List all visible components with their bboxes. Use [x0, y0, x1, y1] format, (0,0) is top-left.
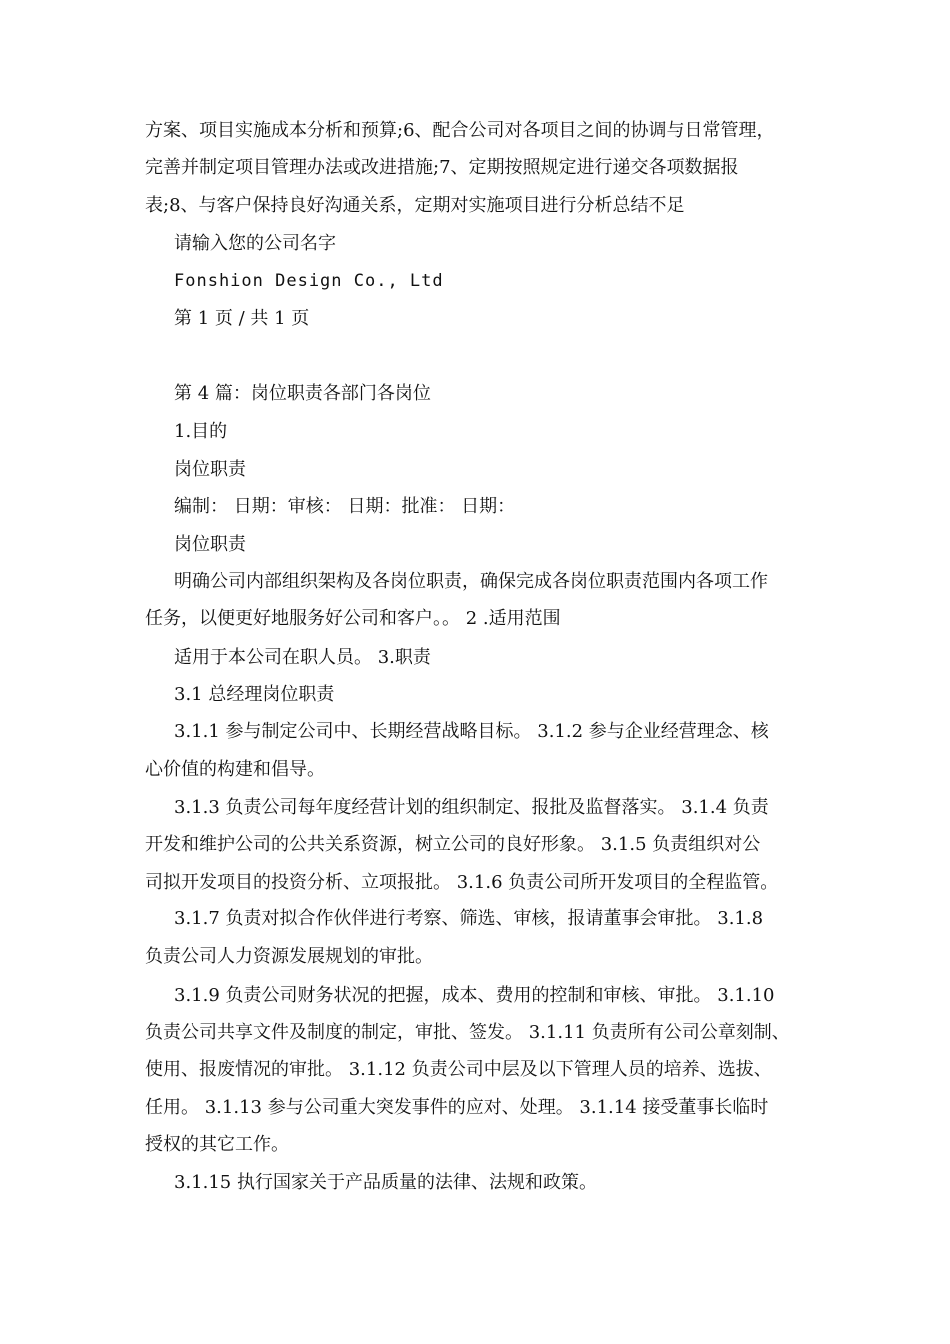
- company-name-english: Fonshion Design Co., Ltd: [174, 271, 444, 291]
- page-number: 第 1 页 / 共 1 页: [174, 308, 310, 329]
- body-text-line: 任用。 3.1.13 参与公司重大突发事件的应对、处理。 3.1.14 接受董事长临时: [145, 1097, 769, 1118]
- subheading: 岗位职责: [174, 459, 246, 480]
- body-text-line: 3.1.15 执行国家关于产品质量的法律、法规和政策。: [174, 1172, 597, 1193]
- body-text-line: 3.1.3 负责公司每年度经营计划的组织制定、报批及监督落实。 3.1.4 负责: [174, 797, 769, 818]
- subheading: 岗位职责: [174, 534, 246, 555]
- section-title: 第 4 篇：岗位职责各部门各岗位: [174, 383, 431, 404]
- body-text-line: 负责公司共享文件及制度的制定，审批、签发。 3.1.11 负责所有公司公章刻制、: [145, 1022, 790, 1043]
- body-text-line: 任务，以便更好地服务好公司和客户。。 2 .适用范围: [145, 608, 561, 629]
- body-text-line: 3.1.7 负责对拟合作伙伴进行考察、筛选、审核，报请董事会审批。 3.1.8: [174, 908, 764, 929]
- body-text-line: 完善并制定项目管理办法或改进措施;7、定期按照规定进行递交各项数据报: [145, 157, 739, 178]
- body-text-line: 司拟开发项目的投资分析、立项报批。 3.1.6 负责公司所开发项目的全程监管。: [145, 872, 779, 893]
- body-text-line: 明确公司内部组织架构及各岗位职责，确保完成各岗位职责范围内各项工作: [174, 571, 768, 592]
- body-text-line: 使用、报废情况的审批。 3.1.12 负责公司中层及以下管理人员的培养、选拔、: [145, 1059, 772, 1080]
- section-heading: 1.目的: [174, 421, 228, 442]
- body-text-line: 3.1.1 参与制定公司中、长期经营战略目标。 3.1.2 参与企业经营理念、核: [174, 721, 769, 742]
- body-text-line: 适用于本公司在职人员。 3.职责: [174, 647, 431, 668]
- body-text-line: 3.1.9 负责公司财务状况的把握，成本、费用的控制和审核、审批。 3.1.10: [174, 985, 775, 1006]
- approval-line: 编制： 日期：审核： 日期：批准： 日期：: [174, 496, 516, 517]
- body-text-line: 开发和维护公司的公共关系资源，树立公司的良好形象。 3.1.5 负责组织对公: [145, 834, 761, 855]
- body-text-line: 心价值的构建和倡导。: [145, 759, 325, 780]
- body-text-line: 授权的其它工作。: [145, 1134, 289, 1155]
- body-text-line: 方案、项目实施成本分析和预算;6、配合公司对各项目之间的协调与日常管理，: [145, 120, 775, 141]
- company-name-placeholder: 请输入您的公司名字: [174, 233, 336, 254]
- body-text-line: 表;8、与客户保持良好沟通关系，定期对实施项目进行分析总结不足: [145, 195, 685, 216]
- body-text-line: 负责公司人力资源发展规划的审批。: [145, 946, 433, 967]
- section-heading: 3.1 总经理岗位职责: [174, 684, 335, 705]
